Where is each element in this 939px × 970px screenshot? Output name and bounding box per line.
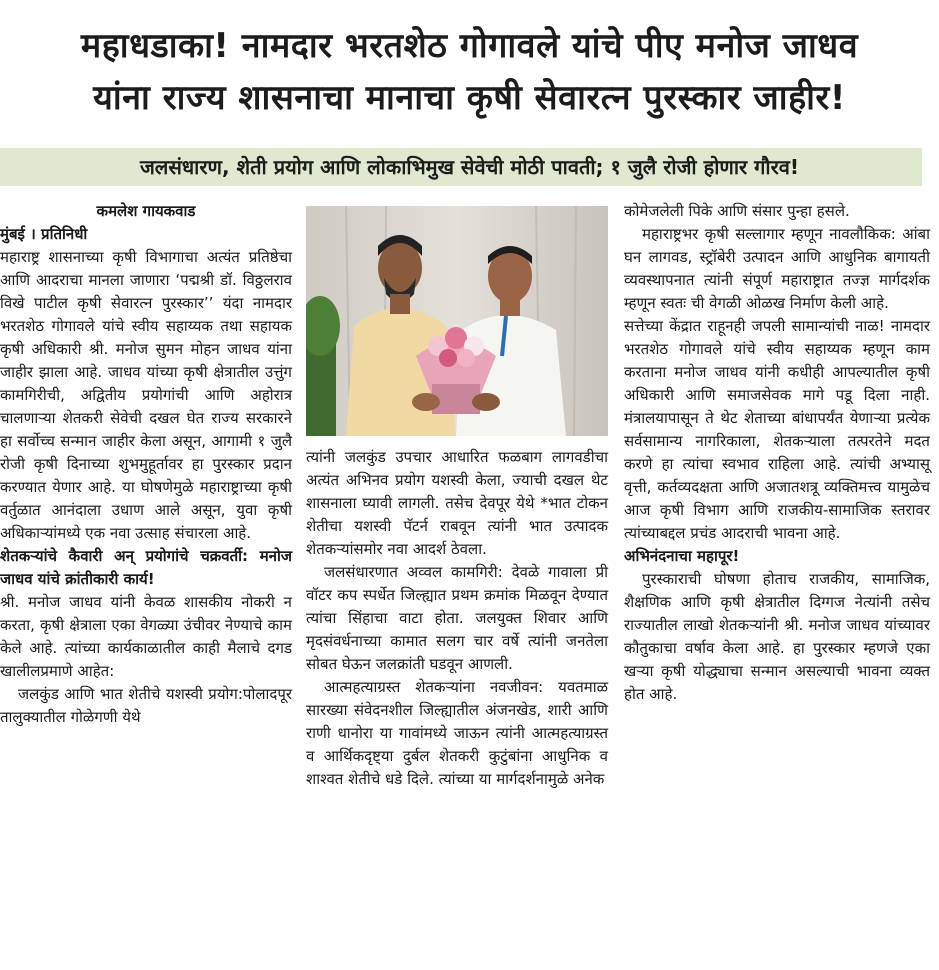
article-paragraph: महाराष्ट्रभर कृषी सल्लागार म्हणून नावलौकिक: आंबा घन लागवड, स्ट्रॉबेरी उत्पादन आणि आधुनिक बागायती व्यवस्थापनात त्यांनी संपूर्ण महाराष्ट्रात तज्ज्ञ मार्गदर्शक म्हणून स्वतः ची वेगळी ओळख निर्माण केली आहे. (624, 225, 930, 312)
article-paragraph: आत्महत्याग्रस्त शेतकऱ्यांना नवजीवन: यवतमाळ सारख्या संवेदनशील जिल्ह्यातील अंजनखेड, शारी आणि राणी धानोरा या गावांमध्ये जाऊन त्यांनी आत्महत्याग्रस्त व आर्थिकदृष्ट्या दुर्बल शेतकरी कुटुंबांना आधुनिक व शाश्वत शेतीचे धडे दिले. त्यांच्या या मार्गदर्शनामुळे अनेक (306, 678, 608, 788)
article-paragraph: त्यांनी जलकुंड उपचार आधारित फळबाग लागवडीचा अत्यंत अभिनव प्रयोग यशस्वी केला, ज्याची दखल थेट शासनाला घ्यावी लागली. तसेच देवपूर येथे *भात टोकन शेतीचा यशस्वी पॅटर्न राबवून त्यांनी भात उत्पादक शेतकऱ्यांसमोर नवा आदर्श ठेवला. (306, 448, 608, 558)
headline (0, 20, 939, 124)
dateline: मुंबई । प्रतिनिधी (0, 225, 88, 243)
article-paragraph: कोमेजलेली पिके आणि संसार पुन्हा हसले. (624, 202, 850, 220)
byline: कमलेश गायकवाड (96, 202, 196, 220)
subheading: अभिनंदनाचा महापूर! (624, 547, 740, 565)
headline-line-2: यांना राज्य शासनाचा मानाचा कृषी सेवारत्न पुरस्कार जाहीर! (93, 78, 846, 118)
article-paragraph: जलकुंड आणि भात शेतीचे यशस्वी प्रयोग:पोलादपूर तालुक्यातील गोळेगणी येथे (0, 685, 292, 726)
article-column-2 (306, 446, 608, 791)
subheading: शेतकऱ्यांचे कैवारी अन् प्रयोगांचे चक्रवर्ती: मनोज जाधव यांचे क्रांतीकारी कार्य! (0, 547, 292, 588)
article-paragraph: महाराष्ट्र शासनाच्या कृषी विभागाचा अत्यंत प्रतिष्ठेचा आणि आदराचा मानला जाणारा ‘पद्मश्री डॉ. विठ्ठलराव विखे पाटील कृषी सेवारत्न पुरस्कार’’ यंदा नामदार भरतशेठ गोगावले यांचे स्वीय सहाय्यक तथा सहायक कृषी अधिकारी श्री. मनोज सुमन मोहन जाधव यांना जाहीर झाला आहे. जाधव यांच्या कृषी क्षेत्रातील उत्तुंग कामगिरीची, अद्वितीय प्रयोगांची आणि अहोरात्र चालणाऱ्या शेतकरी सेवेची दखल घेत राज्य सरकारने हा सर्वोच्च सन्मान जाहीर केला असून, आगामी १ जुलै रोजी कृषी दिनाच्या शुभमुहूर्तावर हा पुरस्कार प्रदान करण्यात येणार आहे. या घोषणेमुळे महाराष्ट्राच्या कृषी वर्तुळात आनंदाला उधाण आले असून, युवा कृषी अधिकाऱ्यांमध्ये एक नवा उत्साह संचारला आहे. (0, 248, 292, 542)
article-paragraph: पुरस्काराची घोषणा होताच राजकीय, सामाजिक, शैक्षणिक आणि कृषी क्षेत्रातील दिग्गज नेत्यांनी तसेच राज्यातील लाखो शेतकऱ्यांनी श्री. मनोज जाधव यांच्यावर कौतुकाचा वर्षाव केला आहे. हा पुरस्कार म्हणजे एका खऱ्या कृषी योद्ध्याचा सन्मान असल्याची भावना व्यक्त होत आहे. (624, 570, 930, 703)
article-column-3 (624, 200, 930, 706)
article-column-1 (0, 200, 292, 729)
subheadline: जलसंधारण, शेती प्रयोग आणि लोकाभिमुख सेवेची मोठी पावती; १ जुलै रोजी होणार गौरव! (139, 155, 800, 179)
article-paragraph: श्री. मनोज जाधव यांनी केवळ शासकीय नोकरी न करता, कृषी क्षेत्राला एका वेगळ्या उंचीवर नेण्याचे काम केले आहे. त्यांच्या कार्यकाळातील काही मैलाचे दगड खालीलप्रमाणे आहेत: (0, 593, 292, 680)
article-paragraph: जलसंधारणात अव्वल कामगिरी: देवळे गावाला प्री वॉटर कप स्पर्धेत जिल्ह्यात प्रथम क्रमांक मिळवून देण्यात त्यांचा सिंहाचा वाटा होता. जलयुक्त शिवार आणि मृदसंवर्धनाच्या कामात सलग चार वर्षे त्यांनी जनतेला सोबत घेऊन जलक्रांती घडवून आणली. (306, 563, 608, 673)
headline-line-1: महाधडाका! नामदार भरतशेठ गोगावले यांचे पीए मनोज जाधव (80, 26, 859, 66)
article-photo (306, 206, 608, 436)
article-paragraph: सत्तेच्या केंद्रात राहूनही जपली सामान्यांची नाळ! नामदार भरतशेठ गोगावले यांचे स्वीय सहाय्यक म्हणून काम करताना मनोज जाधव यांनी कधीही आपल्यातील कृषी अधिकारी आणि समाजसेवक मागे पडू दिला नाही. मंत्रालयापासून ते थेट शेताच्या बांधापर्यंत येणाऱ्या प्रत्येक सर्वसामान्य नागरिकाला, शेतकऱ्याला तत्परतेने मदत करणे हा त्यांचा स्वभाव राहिला आहे. त्यांची अभ्यासू वृत्ती, कर्तव्यदक्षता आणि अजातशत्रू व्यक्तिमत्त्व यामुळेच आज कृषी विभाग आणि राजकीय-सामाजिक स्तरावर त्यांच्याबद्दल प्रचंड आदराची भावना आहे. (624, 317, 930, 542)
photo-two-men-bouquet-icon (306, 206, 608, 436)
